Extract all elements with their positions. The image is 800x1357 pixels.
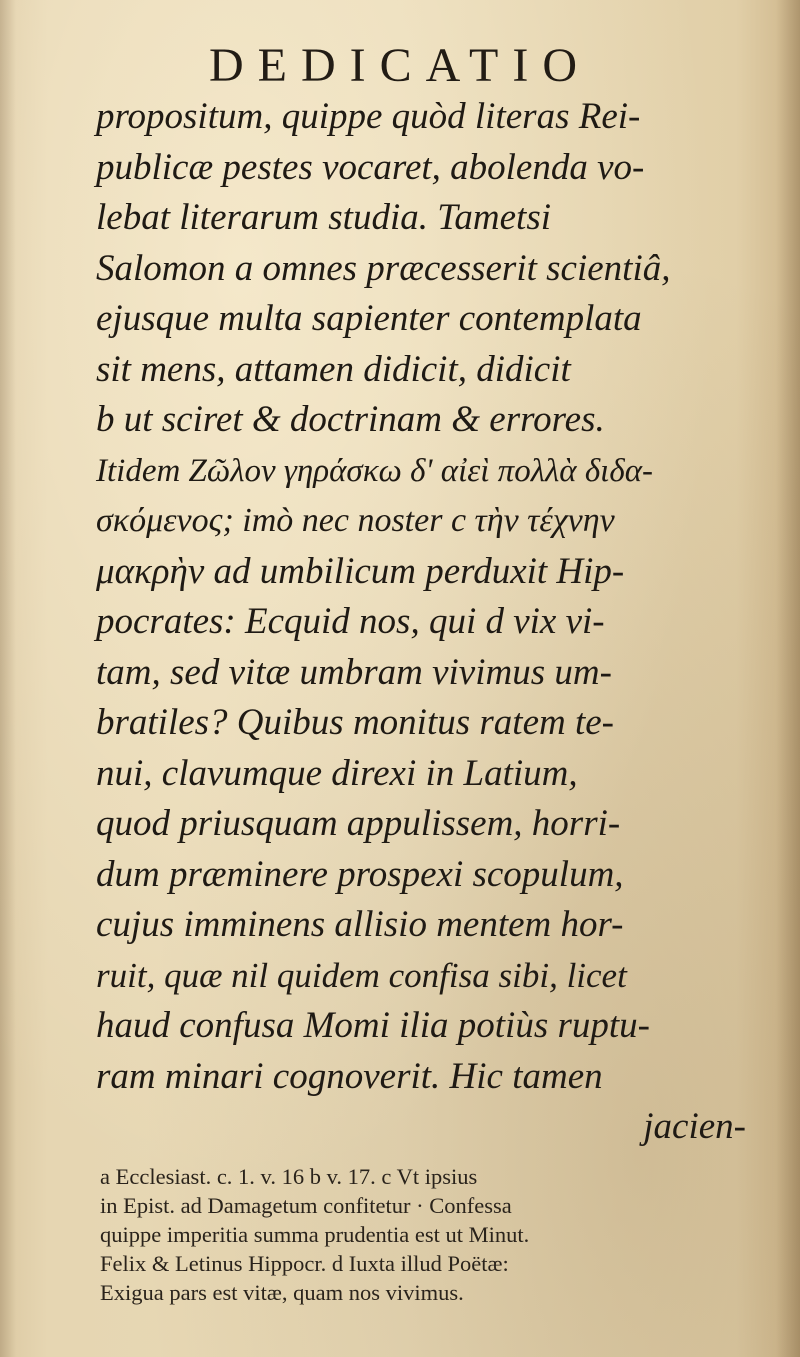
footnote-line: Felix & Letinus Hippocr. d Iuxta illud Poëtæ: <box>100 1251 509 1276</box>
text-line: ram minari cognoverit. Hic tamen <box>96 1055 603 1097</box>
footnote-line: Exigua pars est vitæ, quam nos vivimus. <box>100 1280 464 1305</box>
text-line: pocrates: Ecquid nos, qui d vix vi- <box>96 601 605 642</box>
footnote-line: quippe imperitia summa prudentia est ut Minut. <box>100 1222 530 1247</box>
text-line: tam, sed vitæ umbram vivimus um- <box>96 651 612 693</box>
text-line: quod priusquam appulissem, horri- <box>96 803 621 844</box>
text-line: ruit, quæ nil quidem confisa sibi, licet <box>96 955 627 995</box>
gutter-shadow <box>0 0 16 1357</box>
text-line: dum præminere prospexi scopulum, <box>96 853 624 895</box>
text-line: nui, clavumque direxi in Latium, <box>96 752 578 794</box>
text-line: haud confusa Momi ilia potiùs ruptu- <box>96 1005 650 1046</box>
text-line: bratiles? Quibus monitus ratem te- <box>96 702 614 743</box>
text-line: b ut sciret & doctrinam & errores. <box>96 399 605 440</box>
text-line: μακρὴν ad umbilicum perduxit Hip- <box>96 550 625 592</box>
running-header: DEDICATIO <box>209 39 591 92</box>
text-line: Salomon a omnes præcesserit scientiâ, <box>96 247 671 289</box>
text-line: publicæ pestes vocaret, abolenda vo- <box>96 146 645 188</box>
text-line: propositum, quippe quòd literas Rei- <box>96 96 641 137</box>
text-line: σκόμενος; imò nec noster c τὴν τέχνην <box>96 502 615 539</box>
text-line: Itidem Ζῶλον γηράσκω δ' αἰεὶ πολλὰ διδα- <box>96 452 654 489</box>
footnote-line: a Ecclesiast. c. 1. v. 16 b v. 17. c Vt ipsius <box>100 1164 478 1189</box>
text-line: cujus imminens allisio mentem hor- <box>96 904 624 945</box>
body-text <box>96 92 746 1153</box>
text-line: lebat literarum studia. Tametsi <box>96 197 552 238</box>
catchword: jacien- <box>643 1106 746 1147</box>
text-line: ejusque multa sapienter contemplata <box>96 298 642 339</box>
text-line: sit mens, attamen didicit, didicit <box>96 348 571 390</box>
footnotes <box>100 1162 750 1307</box>
footnote-line: in Epist. ad Damagetum confitetur · Confessa <box>100 1193 512 1218</box>
edge-shadow <box>776 0 800 1357</box>
